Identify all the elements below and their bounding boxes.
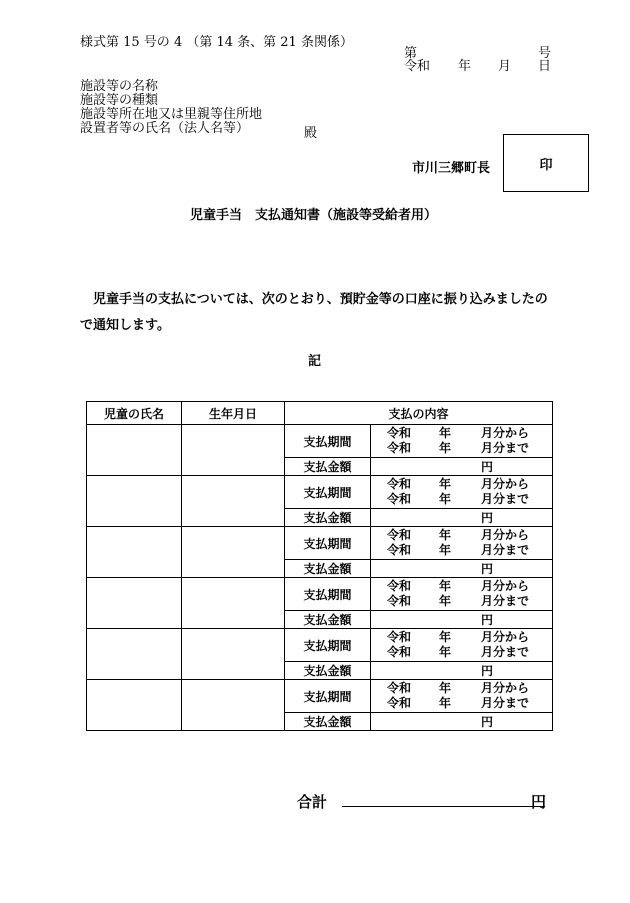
amount-label: 支払金額: [285, 662, 371, 680]
child-name-cell: [87, 578, 182, 629]
period-from: 令和 年 月分から: [387, 681, 530, 695]
period-to: 令和 年 月分まで: [387, 594, 530, 608]
header-payment-content: 支払の内容: [285, 402, 553, 425]
total-line: [342, 806, 545, 807]
tsuki-label: 月: [498, 59, 512, 74]
nen-label: 年: [458, 59, 472, 74]
period-label: 支払期間: [285, 425, 371, 458]
period-cell: [371, 476, 553, 509]
birthdate-cell: [182, 578, 285, 629]
period-label: 支払期間: [285, 527, 371, 560]
table-row: [87, 680, 553, 713]
dono-label: 殿: [304, 126, 318, 141]
gou-label: 号: [538, 46, 552, 61]
child-name-cell: [87, 629, 182, 680]
hi-label: 日: [538, 59, 552, 74]
period-to: 令和 年 月分まで: [387, 543, 530, 557]
facility-address-label: 施設等所在地又は里親等住所地: [80, 107, 263, 122]
child-name-cell: [87, 680, 182, 731]
birthdate-cell: [182, 527, 285, 578]
birthdate-cell: [182, 629, 285, 680]
table-row: [87, 425, 553, 458]
child-name-cell: [87, 476, 182, 527]
amount-label: 支払金額: [285, 611, 371, 629]
child-name-cell: [87, 425, 182, 476]
period-label: 支払期間: [285, 680, 371, 713]
period-cell: [371, 527, 553, 560]
amount-label: 支払金額: [285, 509, 371, 527]
facility-name-label: 施設等の名称: [80, 79, 159, 94]
period-to: 令和 年 月分まで: [387, 696, 530, 710]
body-text: 児童手当の支払については、次のとおり、預貯金等の口座に振り込みましたので通知します。: [80, 292, 548, 333]
amount-yen: 円: [371, 713, 553, 731]
amount-yen: 円: [371, 560, 553, 578]
ki-label: 記: [308, 354, 322, 369]
period-cell: [371, 680, 553, 713]
header-child-name: 児童の氏名: [87, 402, 182, 425]
period-cell: [371, 578, 553, 611]
child-name-cell: [87, 527, 182, 578]
amount-yen: 円: [371, 458, 553, 476]
dai-label: 第: [404, 46, 418, 61]
document-title: 児童手当 支払通知書（施設等受給者用）: [190, 208, 438, 223]
payment-table: [86, 401, 553, 731]
amount-yen: 円: [371, 611, 553, 629]
total-label: 合計: [297, 793, 328, 811]
period-to: 令和 年 月分まで: [387, 441, 530, 455]
period-cell: [371, 629, 553, 662]
period-from: 令和 年 月分から: [387, 630, 530, 644]
period-label: 支払期間: [285, 629, 371, 662]
period-to: 令和 年 月分まで: [387, 645, 530, 659]
recipient-block: [80, 80, 262, 136]
amount-yen: 円: [371, 662, 553, 680]
period-cell: [371, 425, 553, 458]
seal-box: [503, 134, 589, 192]
table-row: [87, 476, 553, 509]
birthdate-cell: [182, 425, 285, 476]
amount-label: 支払金額: [285, 713, 371, 731]
period-from: 令和 年 月分から: [387, 477, 530, 491]
mayor-label: 市川三郷町長: [412, 161, 491, 176]
table-header-row: [87, 402, 553, 425]
total-yen: 円: [531, 793, 547, 811]
seal-label: 印: [539, 157, 553, 173]
reiwa-label: 令和: [404, 59, 431, 74]
table-row: [87, 629, 553, 662]
form-number: 様式第 15 号の 4 （第 14 条、第 21 条関係）: [80, 35, 353, 50]
period-to: 令和 年 月分まで: [387, 492, 530, 506]
period-from: 令和 年 月分から: [387, 579, 530, 593]
amount-label: 支払金額: [285, 560, 371, 578]
birthdate-cell: [182, 680, 285, 731]
birthdate-cell: [182, 476, 285, 527]
amount-yen: 円: [371, 509, 553, 527]
header-birthdate: 生年月日: [182, 402, 285, 425]
table-row: [87, 578, 553, 611]
table-row: [87, 527, 553, 560]
amount-label: 支払金額: [285, 458, 371, 476]
installer-label: 設置者等の氏名（法人名等）: [80, 121, 250, 136]
period-label: 支払期間: [285, 476, 371, 509]
facility-type-label: 施設等の種類: [80, 93, 159, 108]
period-label: 支払期間: [285, 578, 371, 611]
period-from: 令和 年 月分から: [387, 528, 530, 542]
period-from: 令和 年 月分から: [387, 426, 530, 440]
